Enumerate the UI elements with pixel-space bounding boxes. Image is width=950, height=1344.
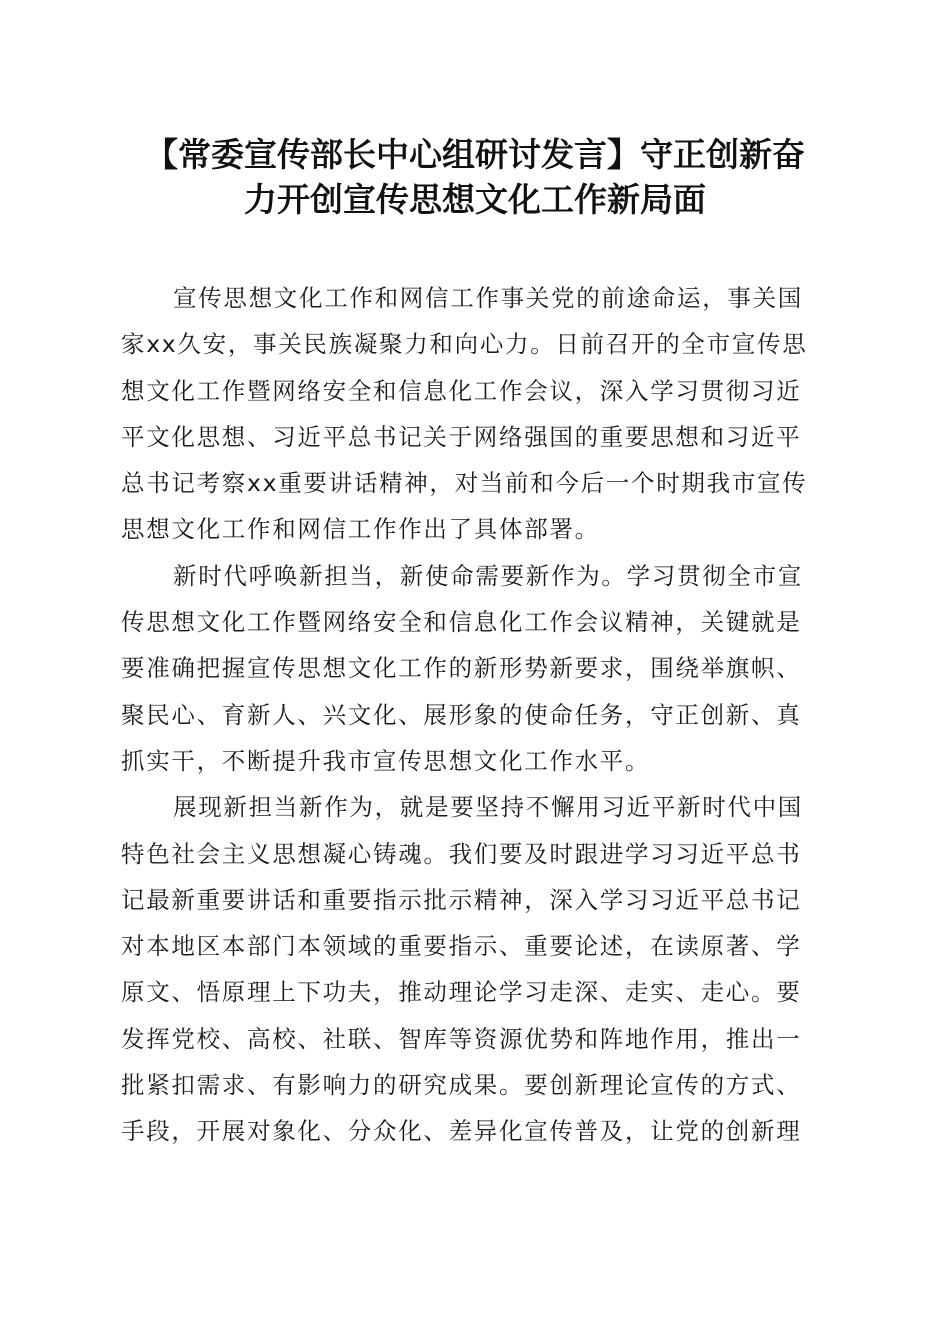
paragraph-line: 新时代呼唤新担当，新使命需要新作为。学习贯彻全市宣	[173, 561, 803, 590]
paragraph-line: 传思想文化工作暨网络安全和信息化工作会议精神，关键就是	[121, 608, 802, 637]
paragraph-line: 抓实干，不断提升我市宣传思想文化工作水平。	[121, 746, 651, 775]
title-line-2: 力开创宣传思想文化工作新局面	[244, 180, 706, 219]
paragraph-3	[121, 784, 823, 1154]
paragraph-2	[121, 553, 823, 784]
document-body	[121, 275, 823, 1155]
paragraph-line: 聚民心、育新人、兴文化、展形象的使命任务，守正创新、真	[121, 700, 802, 729]
paragraph-line: 发挥党校、高校、社联、智库等资源优势和阵地作用，推出一	[121, 1024, 802, 1053]
paragraph-line: 特色社会主义思想凝心铸魂。我们要及时跟进学习习近平总书	[121, 839, 802, 868]
paragraph-line: 思想文化工作和网信工作作出了具体部署。	[121, 515, 600, 544]
paragraph-line: 对本地区本部门本领域的重要指示、重要论述，在读原著、学	[121, 932, 802, 961]
paragraph-line: 要准确把握宣传思想文化工作的新形势新要求，围绕举旗帜、	[121, 654, 802, 683]
paragraph-line: 平文化思想、习近平总书记关于网络强国的重要思想和习近平	[121, 422, 802, 451]
paragraph-line: 手段，开展对象化、分众化、差异化宣传普及，让党的创新理	[121, 1117, 802, 1146]
paragraph-1	[121, 275, 823, 553]
title-line-1: 【常委宣传部长中心组研讨发言】守正创新奋	[145, 135, 805, 174]
paragraph-line: 记最新重要讲话和重要指示批示精神，深入学习习近平总书记	[121, 885, 802, 914]
document-title	[100, 132, 850, 222]
paragraph-line: 展现新担当新作为，就是要坚持不懈用习近平新时代中国	[173, 793, 803, 822]
paragraph-line: 总书记考察xx重要讲话精神，对当前和今后一个时期我市宣传	[121, 469, 808, 498]
paragraph-line: 批紧扣需求、有影响力的研究成果。要创新理论宣传的方式、	[121, 1071, 802, 1100]
paragraph-line: 原文、悟原理上下功夫，推动理论学习走深、走实、走心。要	[121, 978, 802, 1007]
paragraph-line: 家xx久安，事关民族凝聚力和向心力。日前召开的全市宣传思	[121, 330, 808, 359]
paragraph-line: 想文化工作暨网络安全和信息化工作会议，深入学习贯彻习近	[121, 376, 802, 405]
paragraph-line: 宣传思想文化工作和网信工作事关党的前途命运，事关国	[173, 284, 803, 312]
